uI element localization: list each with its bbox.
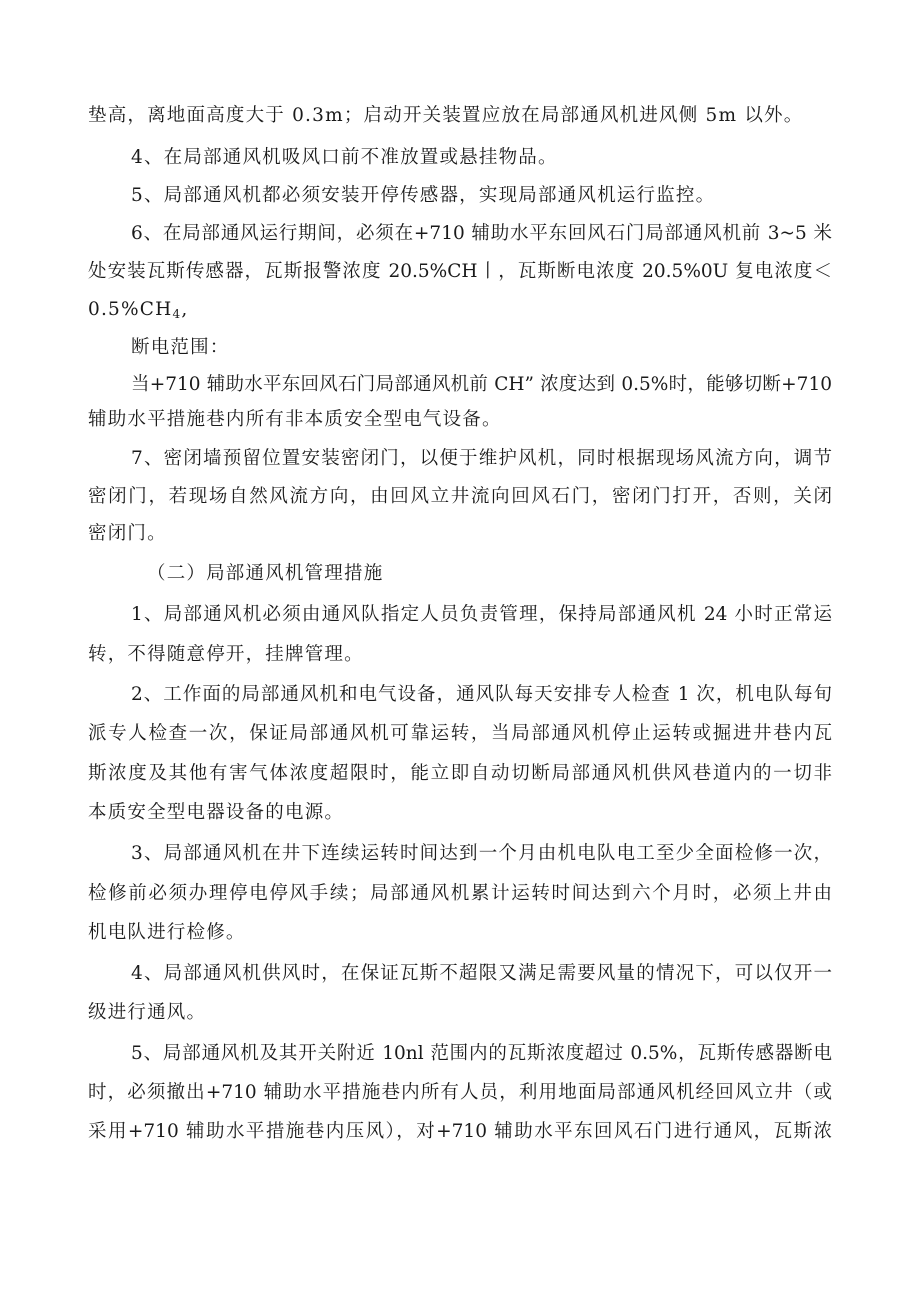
subscript: 4 — [172, 307, 182, 321]
text-line: 垫高，离地面高度大于 0.3m；启动开关装置应放在局部通风机进风侧 5m 以外。 — [88, 105, 804, 126]
text-line: 3、局部通风机在井下连续运转时间达到一个月由机电队电工至少全面检修一次， — [131, 843, 832, 864]
text-line: 6、在局部通风运行期间，必须在+710 辅助水平东回风石门局部通风机前 3~5 米 — [131, 223, 832, 244]
text-line: 采用+710 辅助水平措施巷内压风），对+710 辅助水平东回风石门进行通风，瓦斯浓 — [88, 1121, 832, 1142]
text-fragment: , — [181, 299, 189, 320]
text-line: 转，不得随意停开，挂牌管理。 — [88, 644, 364, 665]
text-line: 4、局部通风机供风时，在保证瓦斯不超限又满足需要风量的情况下，可以仅开一 — [131, 963, 832, 984]
text-line: 级进行通风。 — [88, 1002, 207, 1023]
text-line: 2、工作面的局部通风机和电气设备，通风队每天安排专人检查 1 次，机电队每旬 — [131, 684, 832, 705]
text-line: 辅助水平措施巷内所有非本质安全型电气设备。 — [88, 409, 502, 430]
section-heading: （二）局部通风机管理措施 — [147, 563, 384, 584]
text-line — [88, 298, 188, 322]
text-line: 时，必须撤出+710 辅助水平措施巷内所有人员，利用地面局部通风机经回风立井（或 — [88, 1082, 832, 1103]
text-line: 机电队进行检修。 — [88, 922, 246, 943]
text-line: 5、局部通风机都必须安装开停传感器，实现局部通风机运行监控。 — [131, 185, 716, 206]
text-line: 斯浓度及其他有害气体浓度超限时，能立即自动切断局部通风机供风巷道内的一切非 — [88, 763, 832, 784]
text-line: 派专人检查一次，保证局部通风机可靠运转，当局部通风机停止运转或掘进井巷内瓦 — [88, 723, 832, 744]
text-line: 检修前必须办理停电停风手续；局部通风机累计运转时间达到六个月时，必须上井由 — [88, 883, 832, 904]
text-fragment: 0.5%CH — [88, 299, 173, 320]
text-line: 当+710 辅助水平东回风石门局部通风机前 CH” 浓度达到 0.5%时，能够切断+710 — [131, 374, 832, 395]
text-line: 本质安全型电器设备的电源。 — [88, 802, 345, 823]
text-line: 密闭门，若现场自然风流方向，由回风立井流向回风石门，密闭门打开，否则，关闭 — [88, 486, 832, 507]
text-line: 5、局部通风机及其开关附近 10nl 范围内的瓦斯浓度超过 0.5%，瓦斯传感器断电 — [131, 1043, 832, 1064]
text-line: 处安装瓦斯传感器，瓦斯报警浓度 20.5%CH丨，瓦斯断电浓度 20.5%0U 复电浓度＜ — [88, 261, 832, 282]
text-line: 断电范围： — [131, 337, 230, 358]
text-line: 1、局部通风机必须由通风队指定人员负责管理，保持局部通风机 24 小时正常运 — [131, 604, 832, 625]
text-line: 密闭门。 — [88, 523, 167, 544]
text-line: 7、密闭墙预留位置安装密闭门，以便于维护风机，同时根据现场风流方向，调节 — [131, 448, 832, 469]
text-line: 4、在局部通风机吸风口前不准放置或悬挂物品。 — [131, 147, 558, 168]
